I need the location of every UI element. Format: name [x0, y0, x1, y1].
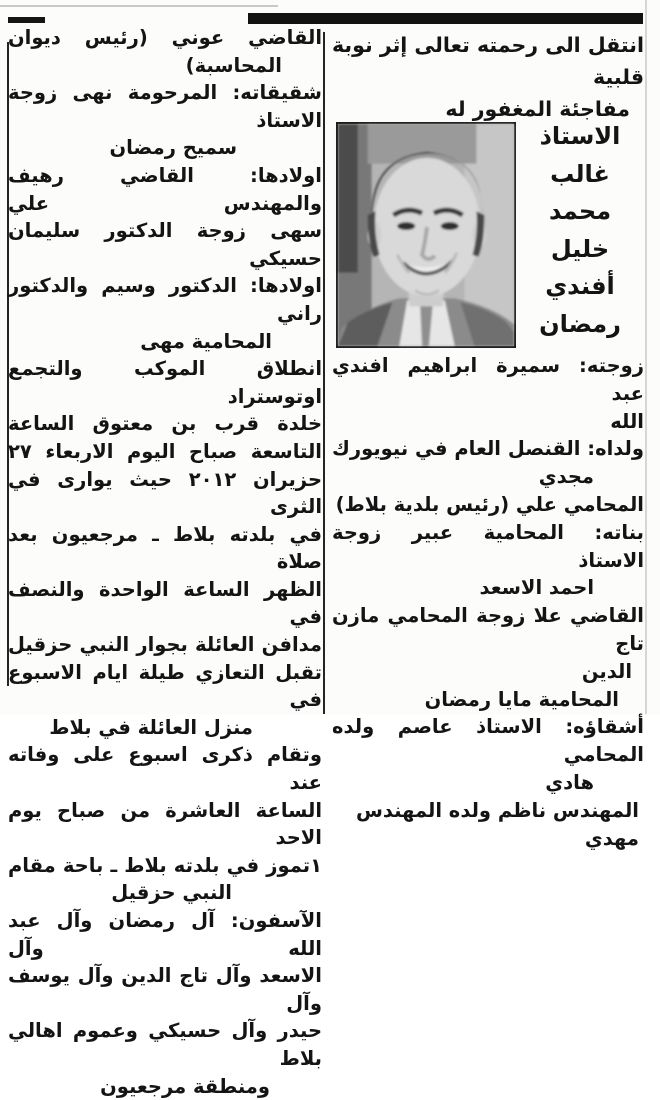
page-right-edge-rule [645, 0, 647, 714]
obituary-text-line: المحامي علي (رئيس بلدية بلاط) [335, 492, 644, 516]
top-hairline-rule [0, 5, 278, 7]
obituary-text-line: شقيقاته: المرحومة نهى زوجة الاستاذ [8, 81, 322, 132]
obituary-text-line: حزيران ٢٠١٢ حيث يوارى في الثرى [8, 467, 322, 519]
obituary-text-line: احمد الاسعد [479, 576, 594, 600]
deceased-portrait-photo [336, 122, 516, 348]
obituary-text-line: القاضي علا زوجة المحامي مازن تاج [332, 604, 644, 655]
announcement-header-line: مفاجئة المغفور له [445, 97, 630, 121]
deceased-name-line: رمضان [539, 309, 621, 338]
obituary-text-line: اولادها: الدكتور وسيم والدكتور راني [8, 274, 322, 325]
obituary-text-line: أشقاؤه: الاستاذ عاصم ولده المحامي [332, 715, 644, 767]
obituary-top-bar [248, 13, 643, 24]
obituary-text-line: هادي [545, 770, 594, 794]
obituary-text-line: خلدة قرب بن معتوق الساعة [8, 412, 322, 436]
deceased-name-line: الاستاذ [539, 122, 621, 150]
portrait-illustration [338, 124, 514, 346]
obituary-text-line: في بلدته بلاط ـ مرجعيون بعد صلاة [8, 522, 322, 574]
obituary-text-line: المحامية مايا رمضان [424, 687, 619, 711]
obituary-text-line: وتقام ذكرى اسبوع على وفاته عند [8, 743, 322, 795]
obituary-text-line: مدافن العائلة بجوار النبي حزقيل [8, 633, 322, 657]
obituary-text-line: سميح رمضان [109, 136, 237, 160]
obituary-text-line: اولادها: القاضي رهيف والمهندس علي [8, 163, 322, 215]
obituary-text-line: المهندس ناظم ولده المهندس مهدي [355, 798, 639, 850]
family-details-block [332, 352, 644, 852]
deceased-name-line: أفندي [545, 272, 615, 300]
top-left-black-segment [8, 17, 45, 23]
obituary-text-line: المحامية مهى [140, 329, 272, 353]
obituary-text-line: بناته: المحامية عبير زوجة الاستاذ [332, 520, 644, 572]
obituary-text-line: انطلاق الموكب والتجمع اوتوستراد [8, 357, 322, 408]
obituary-text-line: مجدي [538, 465, 594, 489]
obituary-text-line: الآسفون: آل رمضان وآل عبد الله وآل [8, 909, 322, 960]
obituary-text-line: تقبل التعازي طيلة ايام الاسبوع في [8, 660, 322, 712]
deceased-name-line: غالب [550, 159, 610, 188]
deceased-name-block [517, 118, 643, 343]
obituary-text-line: سهى زوجة الدكتور سليمان حسيكي [8, 219, 322, 270]
obituary-text-line: ١تموز في بلدته بلاط ـ باحة مقام [8, 853, 322, 877]
obituary-text-line: منزل العائلة في بلاط [49, 715, 253, 739]
obituary-text-line: زوجته: سميرة ابراهيم افندي عبد [332, 354, 644, 405]
obituary-text-line: الله [610, 409, 644, 433]
obituary-text-line: ولداه: القنصل العام في نيويورك [332, 437, 644, 461]
obituary-text-line: المحاسبة) [185, 53, 282, 77]
obituary-text-line: الظهر الساعة الواحدة والنصف في [8, 577, 322, 629]
announcement-header-line: انتقل الى رحمته تعالى إثر نوبة قلبية [332, 33, 644, 89]
death-announcement-header [332, 29, 644, 125]
column-divider-rule [323, 32, 325, 714]
obituary-continuation-column [8, 24, 322, 1100]
obituary-text-line: القاضي عوني (رئيس ديوان [8, 26, 322, 49]
obituary-text-line: ومنطقة مرجعيون [100, 1074, 270, 1098]
obituary-text-line: حيدر وآل حسيكي وعموم اهالي بلاط [8, 1019, 322, 1070]
obituary-text-line: الدين [581, 659, 632, 683]
obituary-text-line: النبي حزقيل [111, 881, 232, 905]
obituary-text-line: الاسعد وآل تاج الدين وآل يوسف وآل [8, 964, 322, 1015]
obituary-text-line: التاسعة صباح اليوم الاربعاء ٢٧ [8, 439, 322, 463]
deceased-name-line: محمد [548, 197, 612, 225]
deceased-name-line: خليل [550, 234, 610, 263]
obituary-text-line: الساعة العاشرة من صباح يوم الاحد [8, 798, 322, 850]
